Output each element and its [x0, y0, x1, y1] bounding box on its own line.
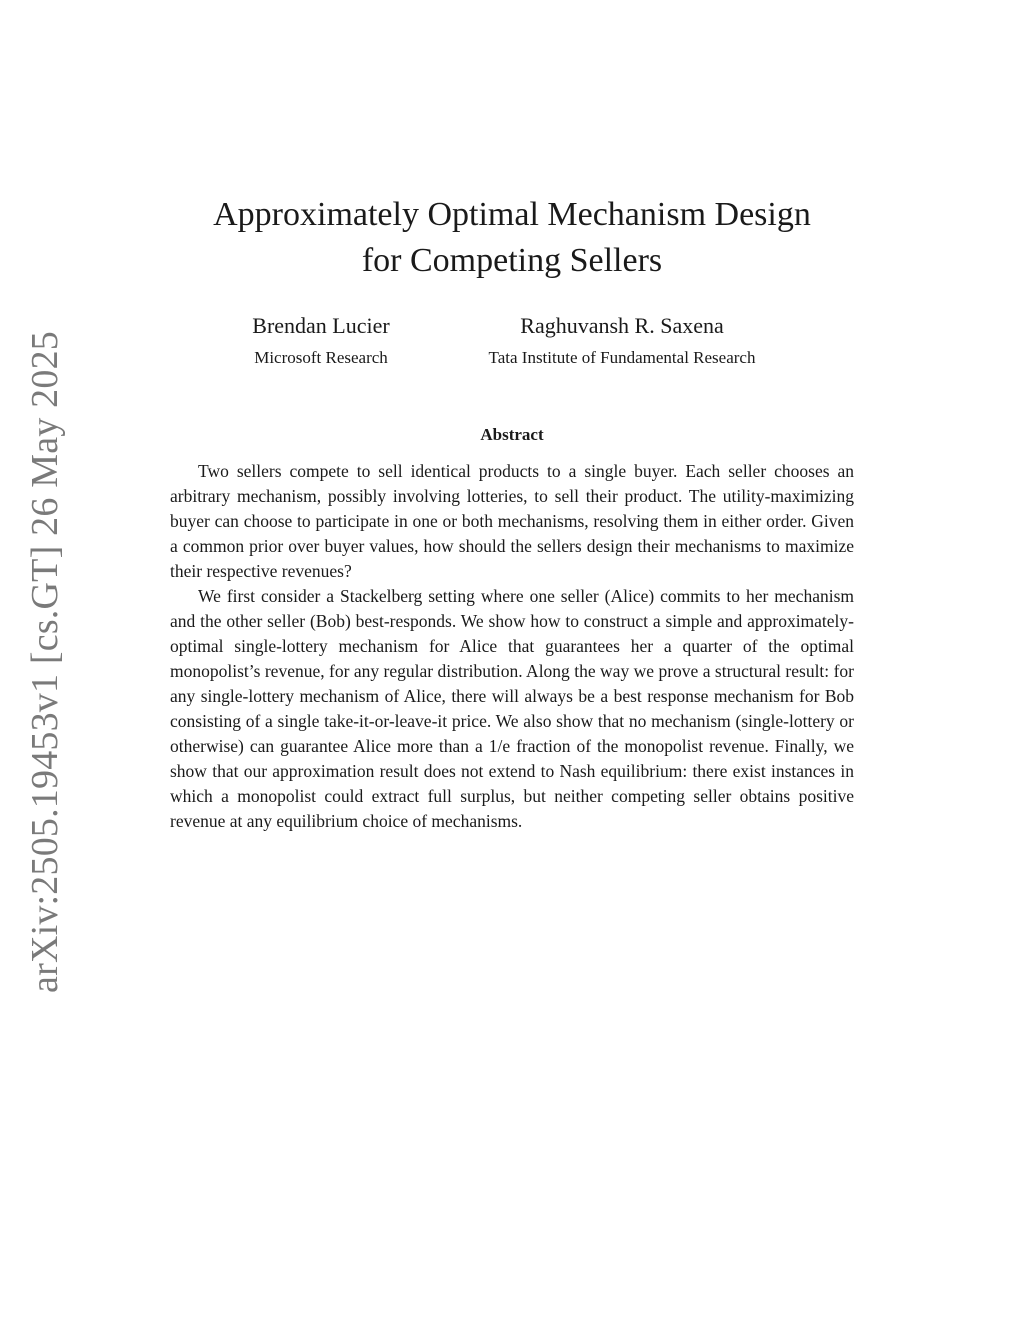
author-name-2: Raghuvansh R. Saxena — [520, 313, 724, 338]
paper-title-line-1: Approximately Optimal Mechanism Design — [213, 196, 811, 233]
abstract-paragraph-1: Two sellers compete to sell identical products to a single buyer. Each seller chooses an arbitrary mechanism, possibly involving lotteries, to sell their product. The utility-maximizing buyer can choose to participate in one or both mechanisms, resolving them in either order. Given a common prior over buyer values, how should the sellers design their mechanisms to maximize their respective revenues? — [170, 461, 854, 581]
paper-title-line-2: for Competing Sellers — [361, 242, 663, 279]
abstract-heading: Abstract — [480, 425, 544, 444]
abstract-paragraph-2: We first consider a Stackelberg setting where one seller (Alice) commits to her mechanism and the other seller (Bob) best-responds. We show how to construct a simple and approximately-optimal single-lottery mechanism for Alice that guarantees her a quarter of the optimal monopolist’s revenue, for any regular distribution. Along the way we prove a structural result: for any single-lottery mechanism of Alice, there will always be a best response mechanism for Bob consisting of a single take-it-or-leave-it price. We also show that no mechanism (single-lottery or otherwise) can guarantee Alice more than a 1/e fraction of the monopolist revenue. Finally, we show that our approximation result does not extend to Nash equilibrium: there exist instances in which a monopolist could extract full surplus, but neither competing seller obtains positive revenue at any equilibrium choice of mechanisms. — [170, 586, 854, 831]
author-affiliation-1: Microsoft Research — [254, 348, 388, 367]
paper-title — [150, 192, 874, 284]
author-block-1 — [220, 313, 422, 369]
arxiv-identifier-text: arXiv:2505.19453v1 [cs.GT] 26 May 2025 — [24, 331, 66, 993]
author-block-2 — [452, 313, 792, 369]
author-affiliation-2: Tata Institute of Fundamental Research — [488, 348, 756, 367]
abstract-body — [170, 459, 854, 834]
author-name-1: Brendan Lucier — [252, 313, 390, 338]
arxiv-identifier-stamp — [20, 331, 70, 993]
